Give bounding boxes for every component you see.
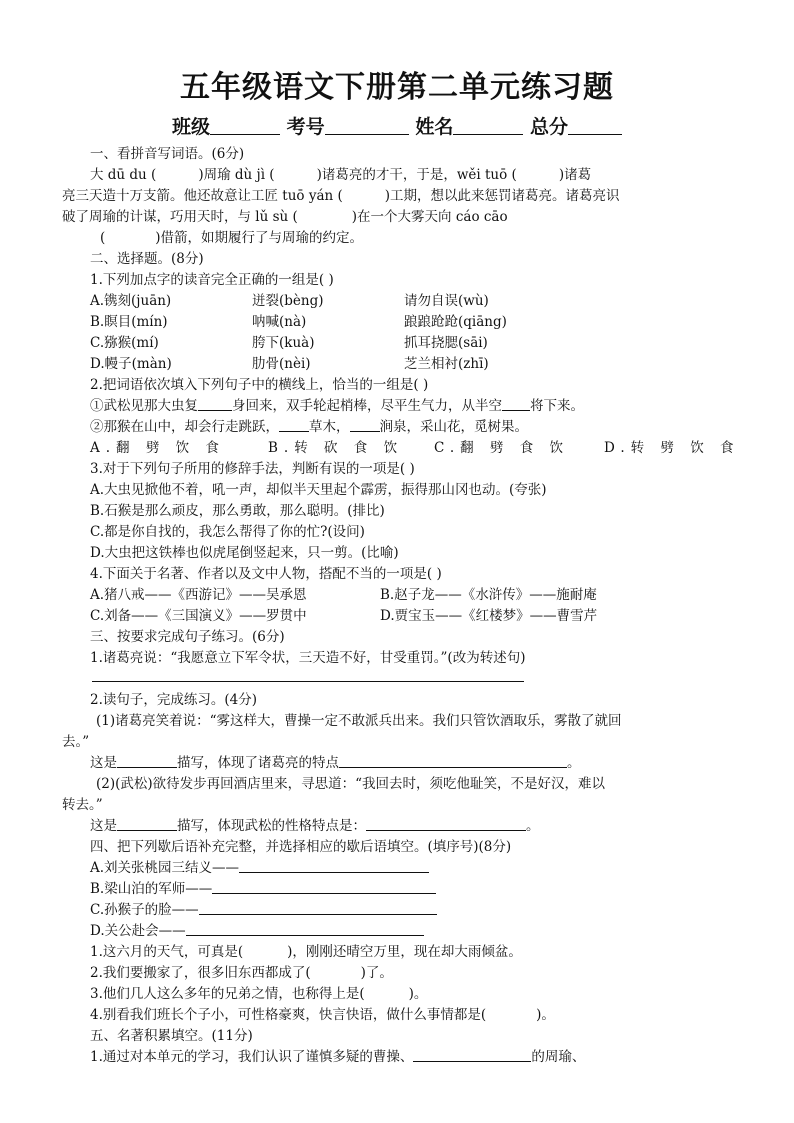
q2-1-opt-a1: A.镌刻(juān) bbox=[90, 293, 172, 309]
s1-line-2: 亮三天造十万支箭。他还故意让工匠 tuō yán ( )工期，想以此来惩罚诸葛亮。诸葛亮识 bbox=[62, 188, 620, 204]
s1-line-3: 破了周瑜的计谋，巧用天时，与 lǔ sù ( )在一个大雾天向 cáo cāo bbox=[62, 209, 508, 225]
q3-1-stem: 1.诸葛亮说：“我愿意立下军令状，三天造不好，甘受重罚。”(改为转述句) bbox=[90, 650, 526, 666]
blank[interactable] bbox=[502, 396, 530, 411]
q2-2-opt-a: A.翻 劈 饮 食 bbox=[90, 440, 225, 456]
q3-2-p2-line-2: 转去。” bbox=[62, 797, 103, 813]
q2-1-opt-c2: 胯下(kuà) bbox=[252, 335, 315, 351]
q4-4: 4.别看我们班长个子小，可性格豪爽，快言快语，做什么事情都是( )。 bbox=[90, 1007, 555, 1023]
student-info-line bbox=[0, 112, 794, 139]
number-field[interactable] bbox=[325, 116, 409, 135]
score-field[interactable] bbox=[568, 116, 622, 135]
q2-4-opt-b: B.赵子龙——《水浒传》——施耐庵 bbox=[380, 587, 597, 603]
class-field[interactable] bbox=[210, 116, 280, 135]
q4-2: 2.我们要搬家了，很多旧东西都成了( )了。 bbox=[90, 965, 393, 981]
blank[interactable] bbox=[212, 879, 436, 894]
blank[interactable] bbox=[117, 816, 177, 831]
q2-2-stem: 2.把词语依次填入下列句子中的横线上，恰当的一组是( ) bbox=[90, 377, 429, 393]
q2-1-stem: 1.下列加点字的读音完全正确的一组是( ) bbox=[90, 272, 334, 288]
q2-1-opt-d2: 肋骨(nèi) bbox=[252, 356, 311, 372]
q2-4-opt-c: C.刘备——《三国演义》——罗贯中 bbox=[90, 608, 307, 624]
q2-2-sentence-1: ①武松见那大虫复 身回来，双手轮起梢棒，尽平生气力，从半空 将下来。 bbox=[90, 398, 584, 414]
blank[interactable] bbox=[339, 753, 567, 768]
q3-2-p2-line-1: (2)(武松)欲待发步再回酒店里来，寻思道：“我回去时，须吃他耻笑，不是好汉，难以 bbox=[96, 776, 606, 792]
q2-3-stem: 3.对于下列句子所用的修辞手法，判断有误的一项是( ) bbox=[90, 461, 415, 477]
q2-1-opt-b1: B.瞑目(mín) bbox=[90, 314, 168, 330]
xiehouyu-item-c: C.孙猴子的脸—— bbox=[90, 900, 437, 920]
q2-2-sentence-2: ②那猴在山中，却会行走跳跃， 草木， 涧泉，采山花，觅树果。 bbox=[90, 419, 528, 435]
blank[interactable] bbox=[198, 396, 232, 411]
q3-2-stem: 2.读句子，完成练习。(4分) bbox=[90, 692, 258, 708]
name-field[interactable] bbox=[453, 116, 523, 135]
q2-1-opt-d1: D.幔子(màn) bbox=[90, 356, 172, 372]
q2-1-opt-d3: 芝兰相衬(zhī) bbox=[404, 356, 489, 372]
q2-3-opt-a: A.大虫见掀他不着，吼一声，却似半天里起个霹雳，振得那山冈也动。(夸张) bbox=[90, 482, 547, 498]
section-4-heading: 四、把下列歇后语补充完整，并选择相应的歇后语填空。(填序号)(8分) bbox=[90, 839, 512, 855]
section-3-heading: 三、按要求完成句子练习。(6分) bbox=[90, 629, 285, 645]
q2-2-opt-c: C.翻 劈 食 饮 bbox=[434, 440, 570, 456]
q2-4-opt-d: D.贾宝玉——《红楼梦》——曹雪芹 bbox=[380, 608, 598, 624]
q2-2-opt-b: B.转 砍 食 饮 bbox=[268, 440, 404, 456]
xiehouyu-item-b: B.梁山泊的军师—— bbox=[90, 879, 436, 899]
q2-3-opt-c: C.都是你自找的，我怎么帮得了你的忙?(设问) bbox=[90, 524, 365, 540]
q5-1: 1.通过对本单元的学习，我们认识了谨慎多疑的曹操、 的周瑜、 bbox=[90, 1049, 586, 1065]
page-title: 五年级语文下册第二单元练习题 bbox=[180, 70, 614, 105]
q2-2-opt-d: D.转 劈 饮 食 bbox=[604, 440, 740, 456]
blank[interactable] bbox=[239, 858, 429, 873]
section-1-heading: 一、看拼音写词语。(6分) bbox=[90, 146, 245, 162]
q2-1-opt-c1: C.猕猴(mí) bbox=[90, 335, 159, 351]
q2-1-opt-b2: 呐喊(nà) bbox=[252, 314, 307, 330]
q2-1-opt-a3: 请勿自误(wù) bbox=[404, 293, 489, 309]
q2-3-opt-d: D.大虫把这铁棒也似虎尾倒竖起来，只一剪。(比喻) bbox=[90, 545, 399, 561]
name-label: 姓名 bbox=[415, 116, 454, 138]
q3-1-answer-line[interactable] bbox=[92, 681, 524, 682]
q2-4-stem: 4.下面关于名著、作者以及文中人物，搭配不当的一项是( ) bbox=[90, 566, 442, 582]
q4-3: 3.他们几人这么多年的兄弟之情，也称得上是( )。 bbox=[90, 986, 428, 1002]
q3-2-p2-answer: 这是 描写，体现武松的性格特点是： 。 bbox=[90, 818, 540, 834]
s1-line-4: ( )借箭，如期履行了与周瑜的约定。 bbox=[100, 230, 364, 246]
blank[interactable] bbox=[413, 1047, 531, 1062]
number-label: 考号 bbox=[286, 116, 325, 138]
q3-2-p1-answer: 这是 描写，体现了诸葛亮的特点 。 bbox=[90, 755, 581, 771]
q2-1-opt-c3: 抓耳挠腮(sāi) bbox=[404, 335, 488, 351]
xiehouyu-item-d: D.关公赴会—— bbox=[90, 921, 424, 941]
s1-line-1: 大 dū du ( )周瑜 dù jì ( )诸葛亮的才干，于是，wěi tuō ( )诸葛 bbox=[90, 167, 592, 183]
blank[interactable] bbox=[279, 417, 309, 432]
blank[interactable] bbox=[186, 921, 424, 936]
section-5-heading: 五、名著积累填空。(11分) bbox=[90, 1028, 253, 1044]
q2-3-opt-b: B.石猴是那么顽皮，那么勇敢，那么聪明。(排比) bbox=[90, 503, 385, 519]
q2-4-opt-a: A.猪八戒——《西游记》——吴承恩 bbox=[90, 587, 307, 603]
xiehouyu-item-a: A.刘关张桃园三结义—— bbox=[90, 858, 429, 878]
blank[interactable] bbox=[366, 816, 526, 831]
blank[interactable] bbox=[117, 753, 177, 768]
class-label: 班级 bbox=[172, 116, 211, 138]
q4-1: 1.这六月的天气，可真是( )，刚刚还晴空万里，现在却大雨倾盆。 bbox=[90, 944, 522, 960]
q2-1-opt-b3: 踉踉跄跄(qiāng) bbox=[404, 314, 507, 330]
blank[interactable] bbox=[350, 417, 380, 432]
section-2-heading: 二、选择题。(8分) bbox=[90, 251, 204, 267]
q2-1-opt-a2: 迸裂(bèng) bbox=[252, 293, 324, 309]
q3-2-p1-line-1: (1)诸葛亮笑着说：“雾这样大，曹操一定不敢派兵出来。我们只管饮酒取乐，雾散了就回 bbox=[96, 713, 622, 729]
score-label: 总分 bbox=[529, 116, 568, 138]
blank[interactable] bbox=[199, 900, 437, 915]
q3-2-p1-line-2: 去。” bbox=[62, 734, 90, 750]
